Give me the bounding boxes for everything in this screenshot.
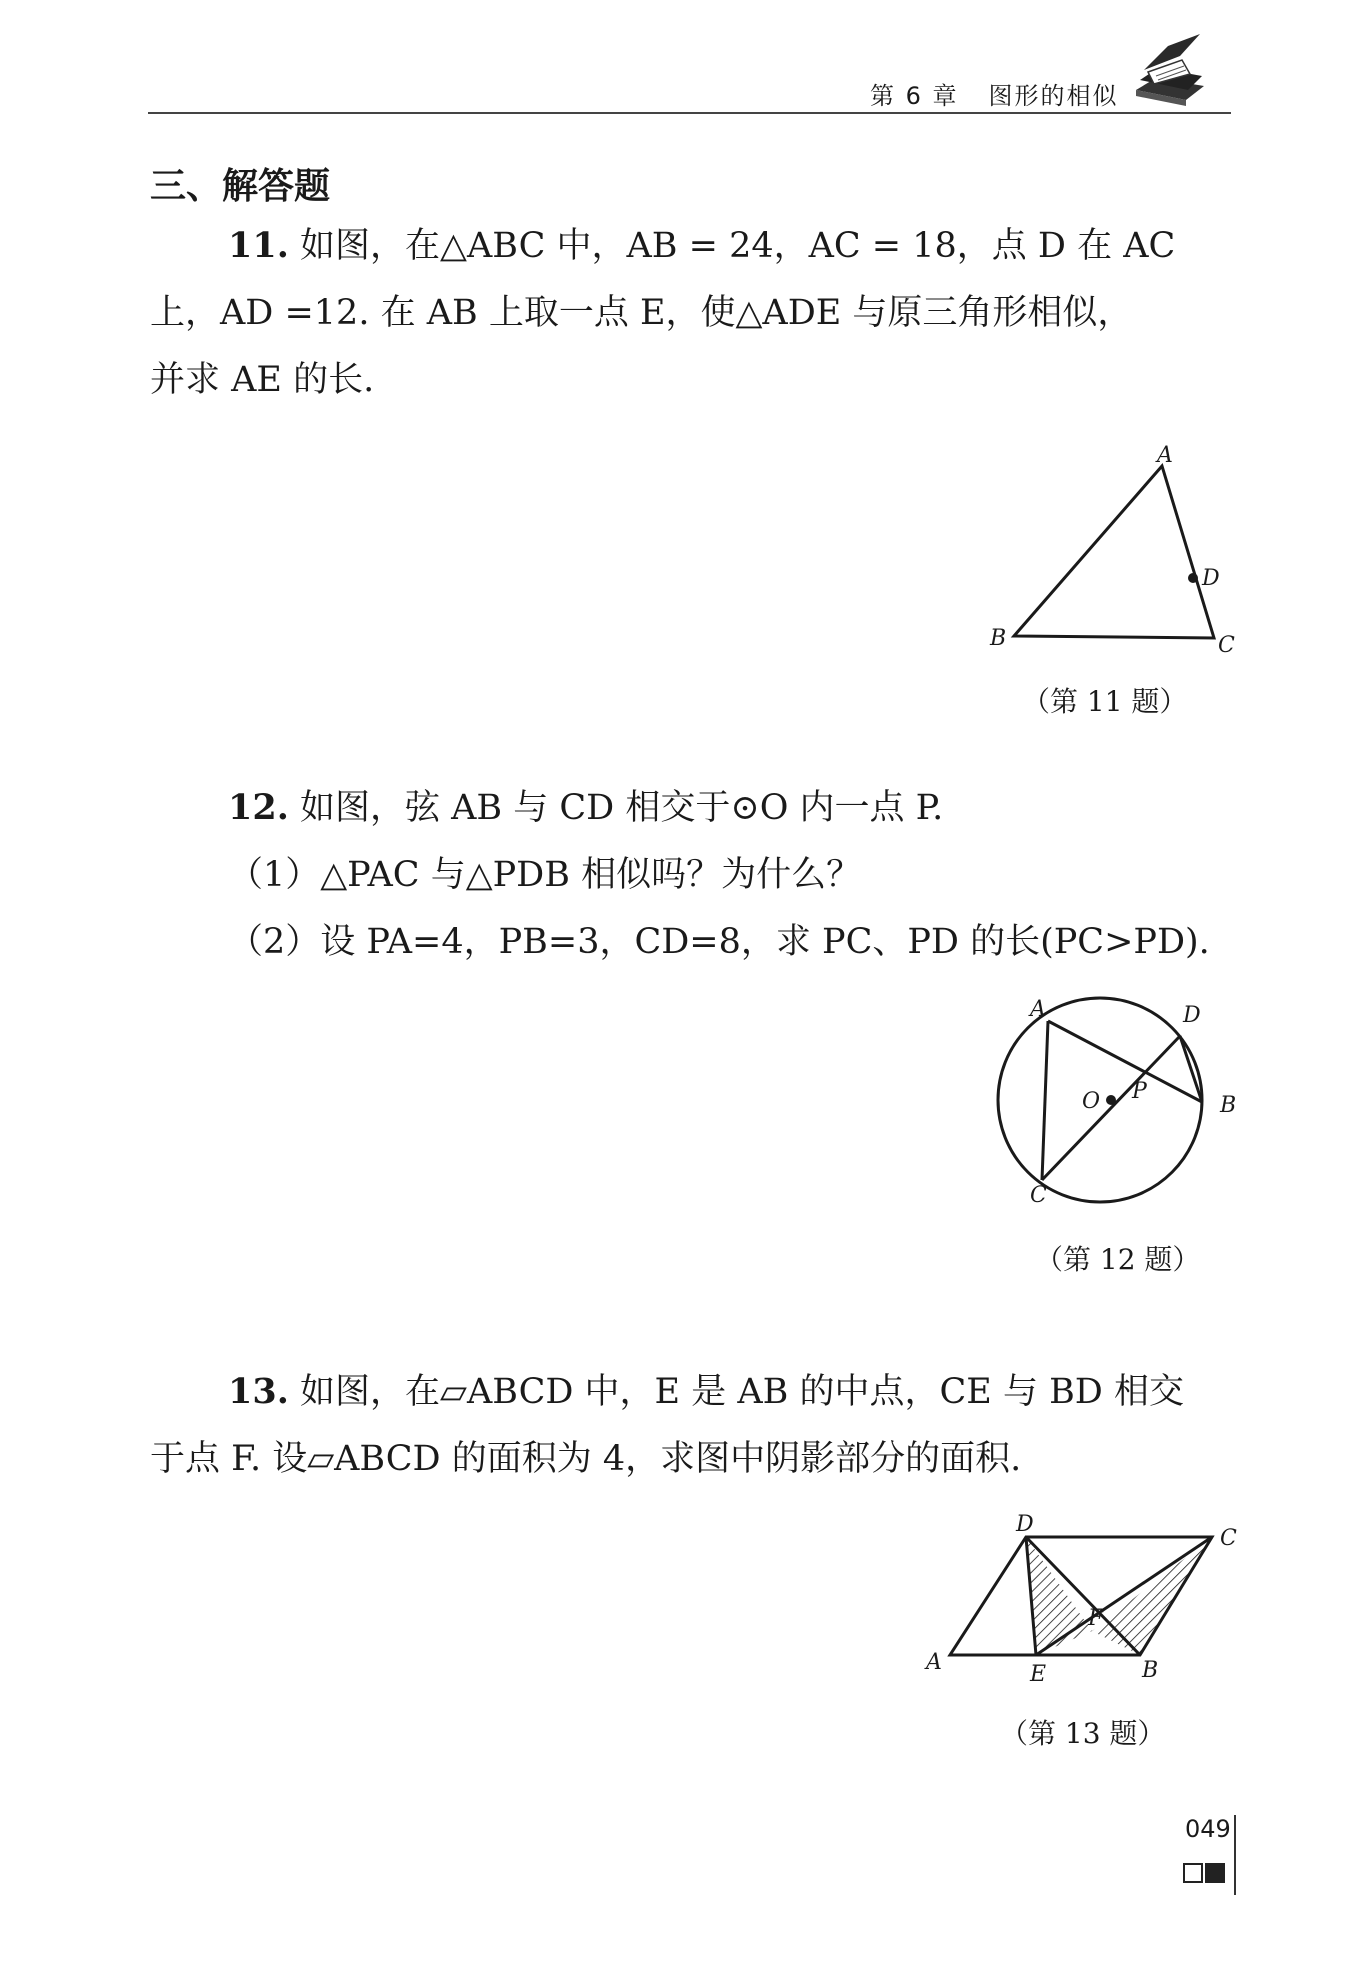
chord-cd	[1042, 1036, 1180, 1180]
problem-13	[150, 1358, 1184, 1493]
figure-caption: （第 12 题）	[1035, 1243, 1201, 1276]
problem-text-line: （1）△PAC 与△PDB 相似吗？为什么？	[228, 855, 862, 895]
figure-triangle-abc	[980, 440, 1240, 670]
footer-rule	[1234, 1815, 1236, 1895]
label-c: C	[1218, 633, 1235, 658]
problem-text-line: 并求 AE 的长.	[150, 360, 375, 400]
figure-parallelogram	[920, 1505, 1250, 1695]
point-d	[1188, 573, 1198, 583]
triangle-abc	[1014, 466, 1214, 638]
problem-number: 13.	[228, 1371, 289, 1412]
segment-ac	[1042, 1021, 1048, 1180]
problem-text-line: 于点 F. 设▱ABCD 的面积为 4，求图中阴影部分的面积.	[150, 1439, 1022, 1479]
section-title: 三、解答题	[150, 166, 331, 207]
figure-caption: （第 11 题）	[1022, 685, 1188, 718]
problem-number: 12.	[228, 787, 289, 828]
label-p: P	[1132, 1079, 1147, 1104]
label-a: A	[1157, 443, 1173, 468]
label-c: C	[1030, 1183, 1047, 1208]
label-d: D	[1016, 1512, 1034, 1537]
running-header	[870, 76, 1119, 111]
problem-text-line: 如图，弦 AB 与 CD 相交于⊙O 内一点 P.	[288, 788, 944, 828]
problem-text-line: 如图，在▱ABCD 中，E 是 AB 的中点，CE 与 BD 相交	[288, 1372, 1184, 1412]
label-e: E	[1030, 1662, 1047, 1687]
label-a: A	[926, 1650, 942, 1675]
problem-11	[150, 212, 1175, 414]
problem-text-line: 上，AD =12. 在 AB 上取一点 E，使△ADE 与原三角形相似，	[150, 293, 1133, 333]
label-b: B	[1142, 1658, 1159, 1683]
label-b: B	[990, 626, 1007, 651]
book-stack-icon	[1130, 28, 1210, 108]
chapter-title: 图形的相似	[988, 82, 1119, 110]
problem-12	[150, 774, 1210, 976]
label-b: B	[1220, 1093, 1237, 1118]
center-o	[1106, 1095, 1116, 1105]
figure-circle-chords	[990, 990, 1250, 1220]
page-marker-icon	[1183, 1862, 1225, 1883]
problem-text-line: （2）设 PA=4，PB=3，CD=8，求 PC、PD 的长(PC>PD).	[228, 922, 1210, 962]
problem-number: 11.	[228, 225, 289, 266]
label-o: O	[1082, 1089, 1101, 1114]
label-d: D	[1202, 566, 1220, 591]
label-c: C	[1220, 1526, 1237, 1551]
label-a: A	[1030, 997, 1046, 1022]
page-number: 049	[1185, 1815, 1231, 1843]
problem-text-line: 如图，在△ABC 中，AB = 24，AC = 18，点 D 在 AC	[288, 226, 1176, 266]
chapter-number: 第 6 章	[870, 82, 959, 110]
label-d: D	[1183, 1003, 1201, 1028]
figure-caption: （第 13 题）	[1000, 1717, 1166, 1750]
label-f: F	[1088, 1606, 1104, 1631]
header-rule	[148, 112, 1231, 114]
